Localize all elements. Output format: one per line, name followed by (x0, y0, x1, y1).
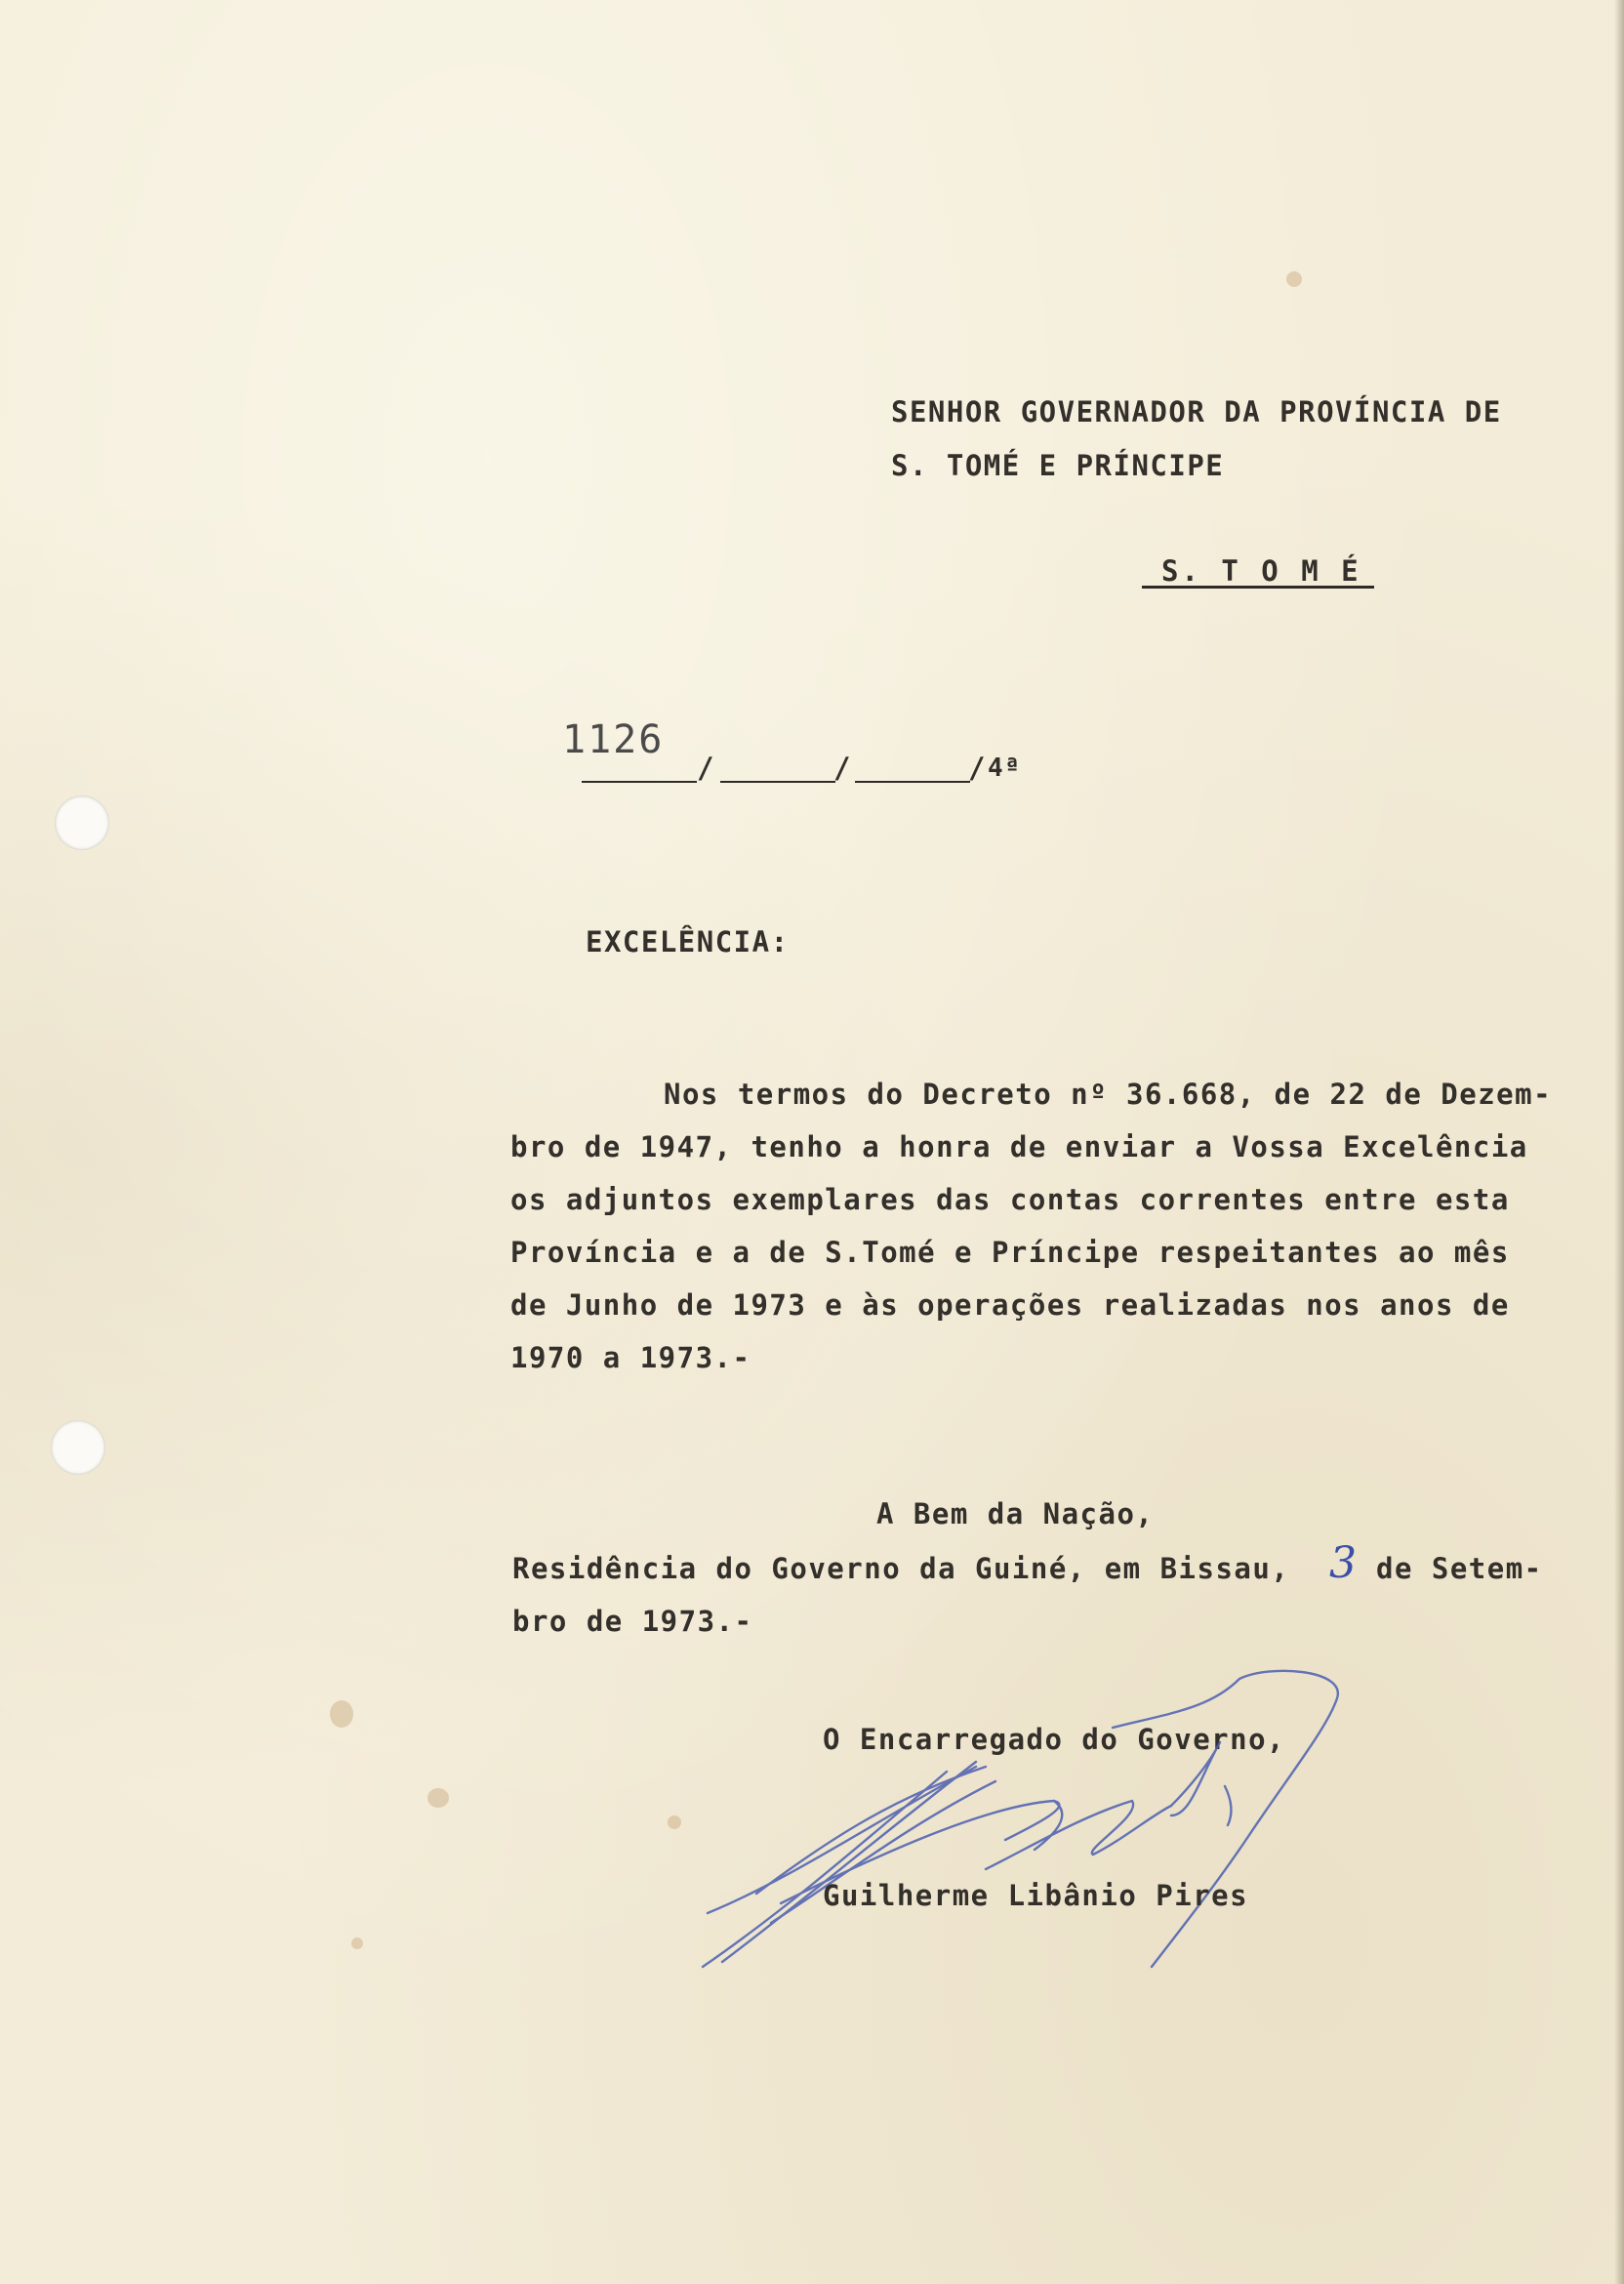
body-line-1: Nos termos do Decreto nº 36.668, de 22 de Dezem- (664, 1078, 1553, 1111)
ref-slash-2: / (833, 752, 852, 785)
ref-blank-3 (855, 781, 970, 783)
addressee-line-1: SENHOR GOVERNADOR DA PROVÍNCIA DE (891, 395, 1502, 428)
signature-role: O Encarregado do Governo, (823, 1723, 1285, 1756)
closing-date-line-2: bro de 1973.- (512, 1605, 753, 1638)
ref-blank-1 (582, 781, 697, 783)
punch-hole-bottom (51, 1420, 105, 1475)
ref-section: 4ª (988, 754, 1022, 783)
city-underline (1142, 586, 1374, 589)
addressee-line-2: S. TOMÉ E PRÍNCIPE (891, 449, 1225, 482)
body-line-4: Província e a de S.Tomé e Príncipe respeitantes ao mês (510, 1236, 1510, 1269)
ref-slash-3: / (968, 752, 987, 785)
closing-greeting: A Bem da Nação, (876, 1497, 1155, 1530)
closing-place-suffix: de Setem- (1376, 1552, 1543, 1585)
addressee-city: S. T O M É (1161, 554, 1361, 588)
closing-place-prefix: Residência do Governo da Guiné, em Bissau, (512, 1552, 1290, 1585)
paper-stain (1286, 271, 1302, 287)
paper-stain (351, 1937, 363, 1949)
ref-blank-2 (720, 781, 835, 783)
signature-scribble (664, 1669, 1366, 1981)
page-edge-shadow (1614, 0, 1624, 2284)
signatory-name: Guilherme Libânio Pires (823, 1879, 1249, 1912)
body-line-6: 1970 a 1973.- (510, 1341, 751, 1374)
body-line-3: os adjuntos exemplares das contas correntes entre esta (510, 1183, 1510, 1216)
handwritten-day: 3 (1329, 1538, 1357, 1588)
paper-stain (330, 1700, 353, 1728)
body-line-5: de Junho de 1973 e às operações realizadas nos anos de (510, 1288, 1510, 1322)
ref-slash-1: / (697, 752, 715, 785)
body-line-2: bro de 1947, tenho a honra de enviar a Vossa Excelência (510, 1130, 1528, 1163)
paper-stain (427, 1788, 449, 1808)
salutation: EXCELÊNCIA: (586, 925, 790, 958)
punch-hole-top (55, 795, 109, 850)
reference-number: 1126 (562, 717, 665, 762)
